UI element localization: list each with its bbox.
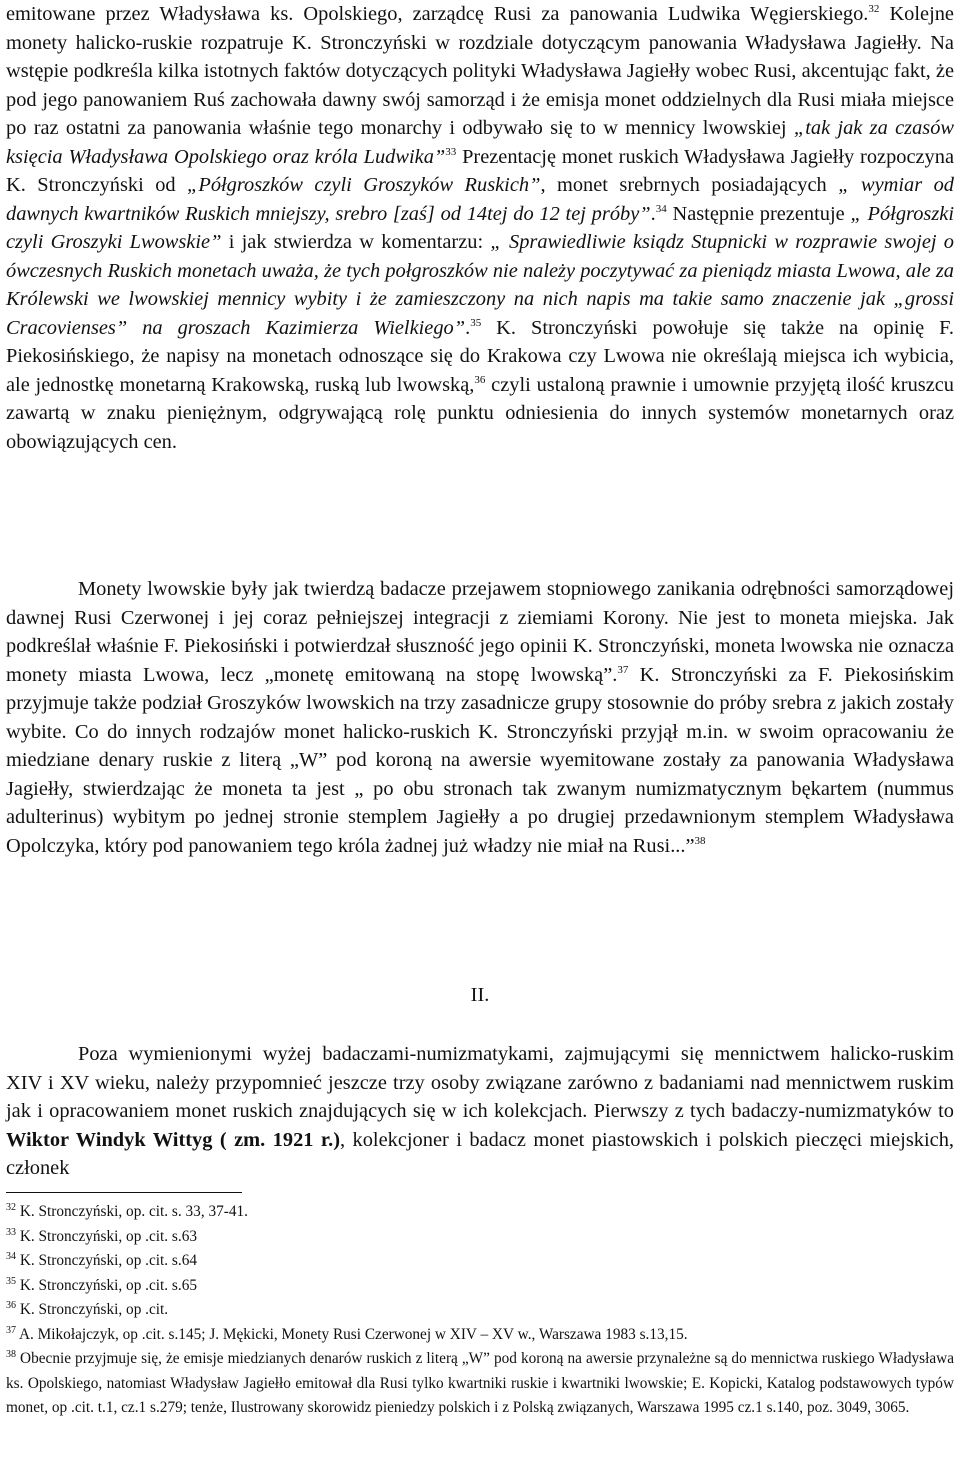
text: Monety lwowskie były jak twierdzą badacze przejawem stopniowego zanikania odrębności samorządowej dawnej Rusi Czerwonej i jej coraz pełniejszej integracji z ziemiami Korony. Nie jest to moneta miejska. Jak podkreślał właśnie F. Piekosiński i potwierdzał słuszność jego opinii K. Stronczyński, moneta lwowska nie oznacza monety miasta Lwowa, lecz „monetę emitowaną na stopę lwowską”. (6, 578, 954, 686)
text: i jak stwierdza w komentarzu: (221, 231, 491, 253)
quote: „tak jak za czasów księcia Władysława Opolskiego oraz króla Ludwika” (6, 117, 955, 168)
body-paragraph-2 (6, 575, 954, 860)
text: Prezentację monet ruskich Władysława Jagiełły rozpoczyna K. Stronczyński od (6, 145, 954, 196)
footnote-text: K. Stronczyński, op .cit. (16, 1301, 169, 1318)
footnote-separator (6, 1192, 242, 1193)
quote: „ Półgroszki czyli Groszyki Lwowskie” (6, 202, 955, 253)
footnote-32 (6, 1200, 954, 1225)
text: , kolekcjoner i badacz monet piastowskich i polskich pieczęci miejskich, członek (6, 1128, 954, 1179)
footnote-37 (6, 1323, 954, 1348)
footnote-34 (6, 1249, 954, 1274)
footnote-number: 38 (6, 1348, 16, 1360)
body-paragraph-1 (6, 0, 954, 456)
footnote-number: 35 (6, 1275, 16, 1287)
footnote-ref-37[interactable]: 37 (617, 663, 629, 676)
bold-name: Wiktor Windyk Wittyg ( zm. 1921 r.) (6, 1128, 340, 1151)
footnote-text: K. Stronczyński, op .cit. s.64 (16, 1252, 198, 1269)
text: Kolejne monety halicko-ruskie rozpatruje K. Stronczyński w rozdziale dotyczącym panowania Władysława Jagiełły. Na wstępie podkreśla kilka istotnych faktów dotyczących polityki Władysława Jagiełły wobec Rusi, akcentując fakt, że pod jego panowaniem Ruś zachowała dawny swój samorząd i że emisja monet oddzielnych dla Rusi miała miejsce po raz ostatni za panowania właśnie tego monarchy i odbywało się to w mennicy lwowskiej (6, 3, 954, 139)
footnote-number: 34 (6, 1250, 16, 1262)
text: emitowane przez Władysława ks. Opolskiego, zarządcę Rusi za panowania Ludwika Węgierskiego. (6, 3, 869, 25)
footnotes (6, 1200, 954, 1421)
footnote-number: 32 (6, 1201, 16, 1213)
footnote-number: 37 (6, 1324, 16, 1336)
text: czyli ustaloną prawnie i umownie przyjętą ilość kruszcu zawartą w znaku pieniężnym, odgrywającą rolę punktu odniesienia do innych systemów monetarnych oraz obowiązujących cen. (6, 373, 955, 453)
footnote-ref-35[interactable]: 35 (470, 316, 482, 329)
body-paragraph-3 (6, 1040, 954, 1183)
footnote-ref-32[interactable]: 32 (868, 3, 880, 16)
footnote-number: 36 (6, 1299, 16, 1311)
footnote-text: A. Mikołajczyk, op .cit. s.145; J. Mękicki, Monety Rusi Czerwonej w XIV – XV w., Warszawa 1983 s.13,15. (16, 1325, 688, 1343)
quote: „ wymiar od dawnych kwartników Ruskich mniejszy, srebro [zaś] od 14tej do 12 tej próby” (6, 174, 954, 225)
quote: „ Sprawiedliwie ksiądz Stupnicki w rozprawie swojej o ówczesnych Ruskich monetach uważa, że tych połgroszków nie należy poczytywać za pieniądz miasta Lwowa, ale za Królewski we lwowskiej mennicy wybity i że zamieszczony na nich napis ma takie samo znaczenie jak „grossi Cracovienses” na groszach Kazimierza Wielkiego” (6, 231, 955, 339)
text: Poza wymienionymi wyżej badaczami-numizmatykami, zajmującymi się mennictwem halicko-ruskim XIV i XV wieku, należy przypomnieć jeszcze trzy osoby związane zarówno z badaniami nad mennictwem ruskim jak i opracowaniem monet ruskich znajdujących się w ich kolekcjach. Pierwszy z tych badaczy-numizmatyków to (6, 1043, 954, 1122)
footnote-ref-38[interactable]: 38 (694, 834, 706, 847)
footnote-36 (6, 1298, 954, 1323)
text: . (650, 202, 656, 225)
footnote-text: K. Stronczyński, op .cit. s.65 (16, 1276, 198, 1294)
footnote-35 (6, 1274, 954, 1299)
section-heading: II. (470, 984, 490, 1006)
text: . (465, 316, 471, 339)
footnote-ref-34[interactable]: 34 (655, 202, 667, 215)
footnote-ref-36[interactable]: 36 (474, 373, 486, 386)
quote: „Półgroszków czyli Groszyków Ruskich” (187, 174, 541, 196)
footnote-33 (6, 1225, 954, 1250)
footnote-text: K. Stronczyński, op. cit. s. 33, 37-41. (16, 1203, 248, 1220)
footnote-number: 33 (6, 1226, 16, 1238)
text: K. Stronczyński powołuje się także na opinię F. Piekosińskiego, że napisy na monetach odnoszące się do Krakowa czy Lwowa nie określają miejsca ich wybicia, ale jednostkę monetarną Krakowską, ruską lub lwowską, (6, 316, 954, 396)
text: , monet srebrnych posiadających (540, 174, 839, 196)
footnote-text: K. Stronczyński, op .cit. s.63 (16, 1227, 198, 1245)
footnote-text: Obecnie przyjmuje się, że emisje miedzianych denarów ruskich z literą „W” pod koroną na awersie przynależne są do mennictwa ruskiego Władysława ks. Opolskiego, natomiast Władysław Jagiełło emitował dla Rusi tylko kwartniki ruskie i kwartniki lwowskie; E. Kopicki, Katalog podstawowych typów monet, op .cit. t.1, cz.1 s.279; tenże, Ilustrowany skorowidz pieniedzy polskich i z Polską związanych, Warszawa 1995 cz.1 s.140, poz. 3049, 3065. (6, 1350, 954, 1416)
text: K. Stronczyński za F. Piekosińskim przyjmuje także podział Groszyków lwowskich na trzy zasadnicze grupy stosownie do próby srebra z jakich zostały wybite. Co do innych rodzajów monet halicko-ruskich K. Stronczyński przyjął m.in. w swoim opracowaniu że miedziane denary ruskie z literą „W” pod koroną na awersie wyemitowane zostały za panowania Władysława Jagiełły, stwierdzając że moneta ta jest „ po obu stronach tak zwanym numizmatycznym bękartem (nummus adulterinus) wybitym po jednej stronie stemplem Jagiełły a po drugiej przedawnionym stemplem Władysława Opolczyka, który pod panowaniem tego króla żadnej już władzy nie miał na Rusi...” (6, 663, 954, 857)
text: Następnie prezentuje (666, 202, 851, 225)
footnote-38 (6, 1347, 954, 1421)
footnote-ref-33[interactable]: 33 (445, 145, 457, 158)
